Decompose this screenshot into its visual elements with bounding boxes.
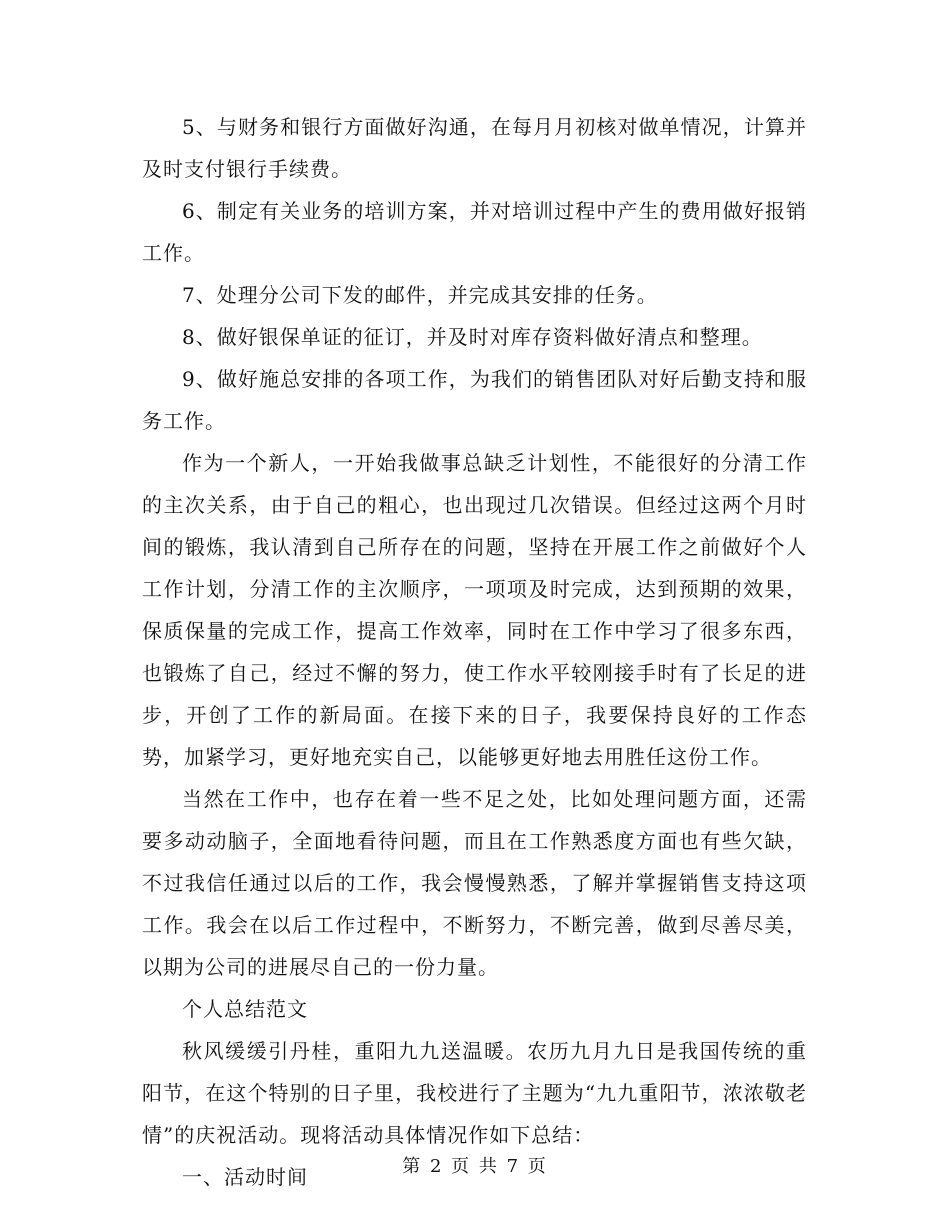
paragraph: 当然在工作中，也存在着一些不足之处，比如处理问题方面，还需要多动动脑子，全面地看待问题，而且在工作熟悉度方面也有些欠缺，不过我信任通过以后的工作，我会慢慢熟悉，了解并掌握销售支持这项工作。我会在以后工作过程中，不断努力，不断完善，做到尽善尽美，以期为公司的进展尽自己的一份力量。	[142, 787, 807, 979]
section-heading: 个人总结范文	[182, 997, 308, 1021]
page-number-footer: 第 2 页 共 7 页	[402, 1156, 548, 1177]
paragraph: 6、制定有关业务的培训方案，并对培训过程中产生的费用做好报销工作。	[142, 199, 807, 265]
paragraph: 8、做好银保单证的征订，并及时对库存资料做好清点和整理。	[182, 325, 763, 349]
paragraph: 9、做好施总安排的各项工作，为我们的销售团队对好后勤支持和服务工作。	[142, 367, 807, 433]
paragraph: 秋风缓缓引丹桂，重阳九九送温暖。农历九月九日是我国传统的重阳节，在这个特别的日子里，我校进行了主题为“九九重阳节，浓浓敬老情”的庆祝活动。现将活动具体情况作如下总结：	[142, 1039, 807, 1147]
document-body	[142, 106, 807, 1198]
paragraph: 5、与财务和银行方面做好沟通，在每月月初核对做单情况，计算并及时支付银行手续费。	[142, 115, 807, 181]
paragraph: 7、处理分公司下发的邮件，并完成其安排的任务。	[182, 283, 658, 307]
paragraph: 作为一个新人，一开始我做事总缺乏计划性，不能很好的分清工作的主次关系，由于自己的粗心，也出现过几次错误。但经过这两个月时间的锻炼，我认清到自己所存在的问题，坚持在开展工作之前做好个人工作计划，分清工作的主次顺序，一项项及时完成，达到预期的效果，保质保量的完成工作，提高工作效率，同时在工作中学习了很多东西，也锻炼了自己，经过不懈的努力，使工作水平较刚接手时有了长足的进步，开创了工作的新局面。在接下来的日子，我要保持良好的工作态势，加紧学习，更好地充实自己，以能够更好地去用胜任这份工作。	[142, 451, 807, 769]
subsection-heading: 一、活动时间	[182, 1165, 308, 1189]
